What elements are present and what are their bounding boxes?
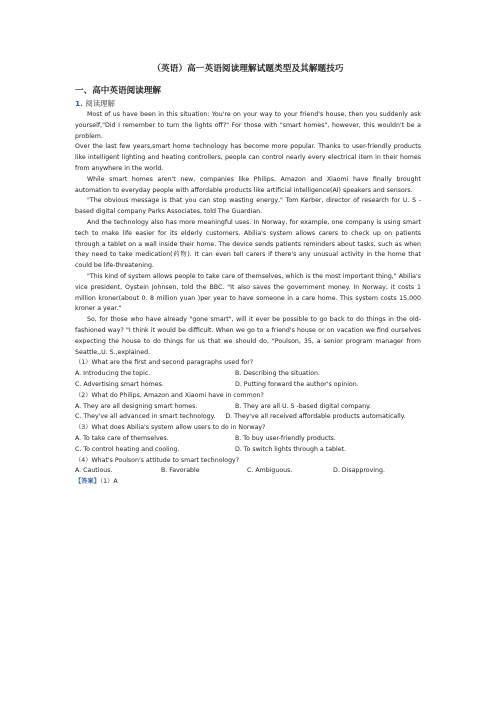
option: B. Describing the situation. [235, 370, 320, 378]
question-stem: （3）What does Abilia's system allow users to do in Norway? [75, 424, 266, 432]
option-row [75, 445, 421, 456]
paragraph: "The obvious message is that you can stop wasting energy," Tom Kerber, director of research for U. S -based digital company Parks Associates, told The Guardian. [75, 197, 421, 216]
option: B. To buy user-friendly products. [235, 434, 336, 442]
question-label: 阅读理解 [85, 99, 115, 108]
option: D. To switch lights through a tablet. [235, 445, 347, 453]
option: A. To take care of themselves. [75, 434, 169, 442]
question-number: 1. [75, 99, 83, 108]
option: C. They've all advanced in smart technology. [75, 413, 216, 421]
paragraph: So, for those who have already "gone smart", will it ever be possible to go back to do things in the old-fashioned way? "I think it would be difficult. When we go to a friend's house or on vacation we find ourselves expecting the house to do things for us that we should do, "Poulson, 35, a senior program manager from Seattle,,U. S.,explained. [75, 316, 421, 356]
paragraph: While smart homes aren't new, companies like Philips, Amazon and Xiaomi have finally brought automation to everyday people with affordable products like artificial intelligence(AI) speakers and sensors. [75, 175, 421, 194]
option-row [75, 412, 421, 423]
option-row [75, 466, 421, 477]
option: C. Advertising smart homes. [75, 380, 164, 388]
option: A. They are all designing smart homes. [75, 402, 198, 410]
option: A. Introducing the topic. [75, 370, 151, 378]
option: D. They've all received affordable products automatically. [225, 413, 406, 421]
question-stem: （2）What do Philips, Amazon and Xiaomi have in common? [75, 391, 264, 399]
document-title: （英语）高一英语阅读理解试题类型及其解题技巧 [152, 64, 344, 74]
option-row [75, 434, 421, 445]
option: B. Favorable [161, 467, 200, 475]
option-row [75, 380, 421, 391]
passage-body [75, 110, 421, 488]
answer-value: （1）A [100, 478, 118, 486]
option: C. Ambiguous. [247, 467, 293, 475]
option: A. Cautious. [75, 467, 113, 475]
paragraph: Most of us have been in this situation: You're on your way to your friend's house, then you suddenly ask yourself,"Did I remember to turn the lights off?" For those with "smart homes", however, this wouldn't be a problem. [75, 111, 421, 140]
option-row [75, 402, 421, 413]
paragraph: "This kind of system allows people to take care of themselves, which is the most important thing," Abilia's vice president, Oystein Johnsen, told the BBC. "It also saves the government money. In Norway, it costs 1 million kroner(about 0. 8 million yuan )per year to have someone in a care home. This system costs 15,000 kroner a year." [75, 272, 421, 313]
answer-line [75, 477, 421, 488]
question-stem: （4）What's Poulson's attitude to smart technology? [75, 456, 240, 464]
option: C. To control heating and cooling. [75, 445, 180, 453]
question-stem: （1）What are the first and second paragraphs used for? [75, 359, 254, 367]
question-header [75, 98, 115, 109]
answer-label: 【答案】 [75, 478, 100, 486]
paragraph: And the technology also has more meaningful uses. In Norway, for example, one company is using smart tech to make life easier for its elderly customers. Abilia's system allows carers to check up on patients through a tablet on a wall inside their home. The device sends patients reminders about tasks, such as when they need to take medication(药物). It can even tell carers if there's any unusual activity in the home that could be life-threatening. [75, 218, 421, 270]
option: D. Putting forward the author's opinion. [235, 380, 359, 388]
section-heading: 一、高中英语阅读理解 [75, 86, 161, 96]
paragraph: Over the last few years,smart home technology has become more popular. Thanks to user-friendly products like intelligent lighting and heating controllers, people can control nearly every electrical item in their homes from anywhere in the world. [75, 143, 421, 172]
option-row [75, 369, 421, 380]
option: B. They are all U. S -based digital company. [235, 402, 371, 410]
option: D. Disapproving. [333, 467, 385, 475]
